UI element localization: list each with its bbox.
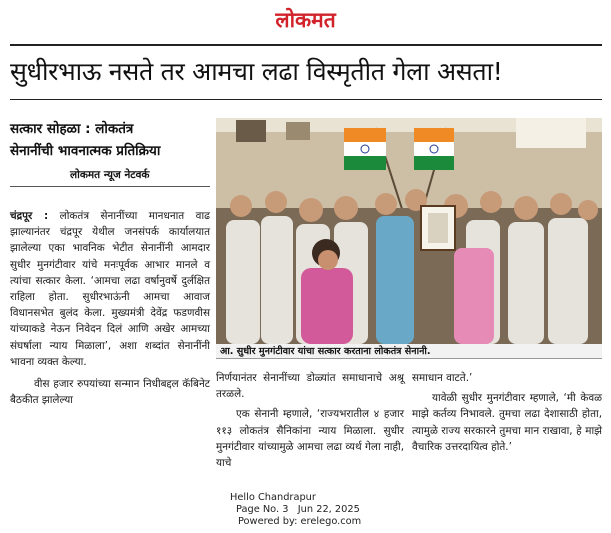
page-footer <box>230 492 361 528</box>
column-2-paragraph-1: निर्णयानंतर सेनानींच्या डोळ्यांत समाधानाचे अश्रू तरळले. <box>216 372 404 401</box>
footer-edition: Hello Chandrapur <box>230 492 316 503</box>
column-3-paragraph-2: यावेळी सुधीर मुनगंटीवार म्हणाले, ‘मी केवळ माझे कर्तव्य निभावले. तुमचा लढा देशासाठी होता, त्यामुळे राज्य सरकारने तुमचा मान राखावा, हे माझे वैचारिक उत्तरदायित्व होते.’ <box>412 392 602 453</box>
footer-page-date <box>230 504 361 516</box>
subhead-line-1: सत्कार सोहळा : लोकतंत्र <box>10 121 134 137</box>
subhead <box>10 118 210 162</box>
footer-date: Jun 22, 2025 <box>297 504 360 515</box>
article-column-1 <box>10 208 210 408</box>
masthead <box>0 0 611 40</box>
byline: लोकमत न्यूज नेटवर्क <box>70 169 150 181</box>
subhead-line-2: सेनानींची भावनात्मक प्रतिक्रिया <box>10 143 161 159</box>
dateline: चंद्रपूर : <box>10 210 49 222</box>
photo-caption: आ. सुधीर मुनगंटीवार यांचा सत्कार करताना लोकतंत्र सेनानी. <box>216 344 602 359</box>
headline-rule <box>10 99 602 100</box>
article-paragraph-1 <box>10 208 210 370</box>
column-2-paragraph-2: एक सेनानी म्हणाले, ‘राज्यभरातील ४ हजार ११३ लोकतंत्र सैनिकांना न्याय मिळाला. सुधीर मुनगंटीवार यांच्यामुळे आमचा लढा व्यर्थ गेला नाही, याचे <box>216 408 404 470</box>
byline-rule <box>10 186 210 187</box>
article-paragraph-2: वीस हजार रुपयांच्या सन्मान निधीबद्दल कॅबिनेट बैठकीत झालेल्या <box>10 378 210 407</box>
column-3-paragraph-1: समाधान वाटते.’ <box>412 372 473 384</box>
lokmat-logo: लोकमत <box>275 8 336 32</box>
masthead-rule <box>10 44 602 46</box>
paragraph-1-text: लोकतंत्र सेनानींच्या मानधनात वाढ झाल्यानंतर चंद्रपूर येथील जनसंपर्क कार्यालयात झालेल्या एका भावनिक भेटीत सेनानींनी आमदार सुधीर मुनगंटीवार यांचे मनःपूर्वक आभार मानले व त्यांचा सत्कार केला. ‘आमचा लढा वर्षानुवर्षे दुर्लक्षित राहिला होता. सुधीरभाऊंनी आमचा आवाज विधानसभेत बुलंद केला. मुख्यमंत्री देवेंद्र फडणवीस यांच्याकडे नेऊन निवेदन दिलं आणि अखेर आमच्या संघर्षाला न्याय मिळाला’, अशा शब्दांत सेनानींनी भावना व्यक्त केल्या. <box>10 210 210 368</box>
article-column-3 <box>412 370 602 455</box>
footer-page: Page No. 3 <box>236 504 289 515</box>
headline: सुधीरभाऊ नसते तर आमचा लढा विस्मृतीत गेला असता! <box>10 57 503 86</box>
article-column-2 <box>216 370 404 471</box>
news-photo <box>216 118 602 344</box>
footer-powered: Powered by: erelego.com <box>238 516 362 527</box>
photo-illustration <box>216 118 602 344</box>
